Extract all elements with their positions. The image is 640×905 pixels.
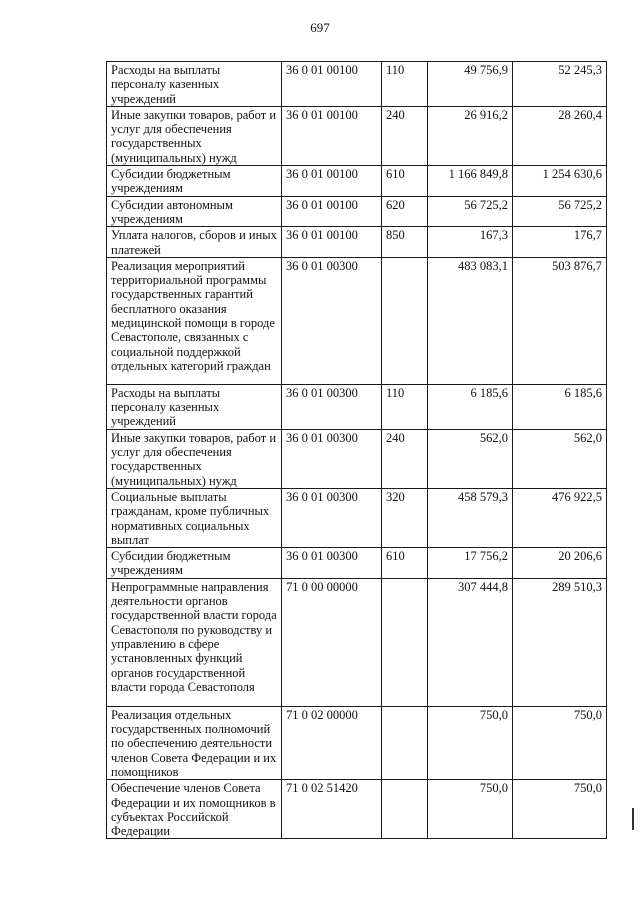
amount-year-2-cell: 750,0 [513,780,607,839]
table-row [107,106,607,165]
table-row [107,257,607,384]
table-row [107,548,607,579]
expense-type-cell: 320 [382,488,428,547]
target-article-code-cell: 71 0 02 00000 [282,706,382,779]
amount-year-1-cell: 6 185,6 [428,384,513,429]
table-row [107,196,607,227]
table-row [107,488,607,547]
target-article-code-cell: 71 0 00 00000 [282,578,382,706]
row-name-cell: Субсидии автономным учреждениям [107,196,282,227]
row-name-cell: Расходы на выплаты персоналу казенных учреждений [107,62,282,107]
amount-year-2-cell: 20 206,6 [513,548,607,579]
amount-year-1-cell: 26 916,2 [428,106,513,165]
row-name-cell: Субсидии бюджетным учреждениям [107,548,282,579]
page-number: 697 [310,20,330,35]
target-article-code-cell: 36 0 01 00100 [282,106,382,165]
target-article-code-cell: 36 0 01 00100 [282,166,382,197]
target-article-code-cell: 36 0 01 00300 [282,548,382,579]
table-row [107,384,607,429]
expense-type-cell: 240 [382,429,428,488]
amount-year-2-cell: 1 254 630,6 [513,166,607,197]
amount-year-1-cell: 167,3 [428,227,513,258]
amount-year-1-cell: 562,0 [428,429,513,488]
amount-year-1-cell: 49 756,9 [428,62,513,107]
amount-year-2-cell: 562,0 [513,429,607,488]
table-row [107,706,607,779]
amount-year-2-cell: 176,7 [513,227,607,258]
table-row [107,166,607,197]
amount-year-2-cell: 28 260,4 [513,106,607,165]
expense-type-cell [382,706,428,779]
row-name-cell: Реализация отдельных государственных полномочий по обеспечению деятельности членов Совета Федерации и их помощников [107,706,282,779]
target-article-code-cell: 36 0 01 00100 [282,196,382,227]
amount-year-1-cell: 483 083,1 [428,257,513,384]
target-article-code-cell: 36 0 01 00100 [282,62,382,107]
target-article-code-cell: 36 0 01 00300 [282,488,382,547]
expense-type-cell: 110 [382,384,428,429]
row-name-cell: Иные закупки товаров, работ и услуг для обеспечения государственных (муниципальных) нужд [107,429,282,488]
expense-type-cell [382,578,428,706]
amount-year-1-cell: 307 444,8 [428,578,513,706]
amount-year-2-cell: 56 725,2 [513,196,607,227]
amount-year-2-cell: 750,0 [513,706,607,779]
expense-type-cell: 610 [382,166,428,197]
row-name-cell: Непрограммные направления деятельности органов государственной власти города Севастополя по руководству и управлению в сфере установленных функций органов государственной власти города Севастополя [107,578,282,706]
table-row [107,62,607,107]
amount-year-1-cell: 750,0 [428,706,513,779]
amount-year-1-cell: 17 756,2 [428,548,513,579]
row-name-cell: Обеспечение членов Совета Федерации и их помощников в субъектах Российской Федерации [107,780,282,839]
expense-type-cell: 850 [382,227,428,258]
table-row [107,429,607,488]
expense-type-cell: 240 [382,106,428,165]
amount-year-1-cell: 1 166 849,8 [428,166,513,197]
expense-type-cell: 620 [382,196,428,227]
table-row [107,578,607,706]
expense-type-cell: 110 [382,62,428,107]
table-row [107,780,607,839]
amount-year-2-cell: 289 510,3 [513,578,607,706]
target-article-code-cell: 36 0 01 00300 [282,429,382,488]
row-name-cell: Субсидии бюджетным учреждениям [107,166,282,197]
amount-year-2-cell: 476 922,5 [513,488,607,547]
target-article-code-cell: 71 0 02 51420 [282,780,382,839]
expense-type-cell: 610 [382,548,428,579]
budget-table [106,61,607,839]
expense-type-cell [382,257,428,384]
amount-year-1-cell: 750,0 [428,780,513,839]
row-name-cell: Иные закупки товаров, работ и услуг для обеспечения государственных (муниципальных) нужд [107,106,282,165]
amount-year-2-cell: 503 876,7 [513,257,607,384]
scan-edge-mark [632,808,634,830]
amount-year-1-cell: 56 725,2 [428,196,513,227]
row-name-cell: Уплата налогов, сборов и иных платежей [107,227,282,258]
row-name-cell: Социальные выплаты гражданам, кроме публичных нормативных социальных выплат [107,488,282,547]
row-name-cell: Реализация мероприятий территориальной программы государственных гарантий бесплатного оказания медицинской помощи в городе Севастополе, связанных с социальной поддержкой отдельных категорий граждан [107,257,282,384]
row-name-cell: Расходы на выплаты персоналу казенных учреждений [107,384,282,429]
target-article-code-cell: 36 0 01 00300 [282,384,382,429]
target-article-code-cell: 36 0 01 00300 [282,257,382,384]
amount-year-1-cell: 458 579,3 [428,488,513,547]
amount-year-2-cell: 6 185,6 [513,384,607,429]
target-article-code-cell: 36 0 01 00100 [282,227,382,258]
expense-type-cell [382,780,428,839]
table-row [107,227,607,258]
amount-year-2-cell: 52 245,3 [513,62,607,107]
